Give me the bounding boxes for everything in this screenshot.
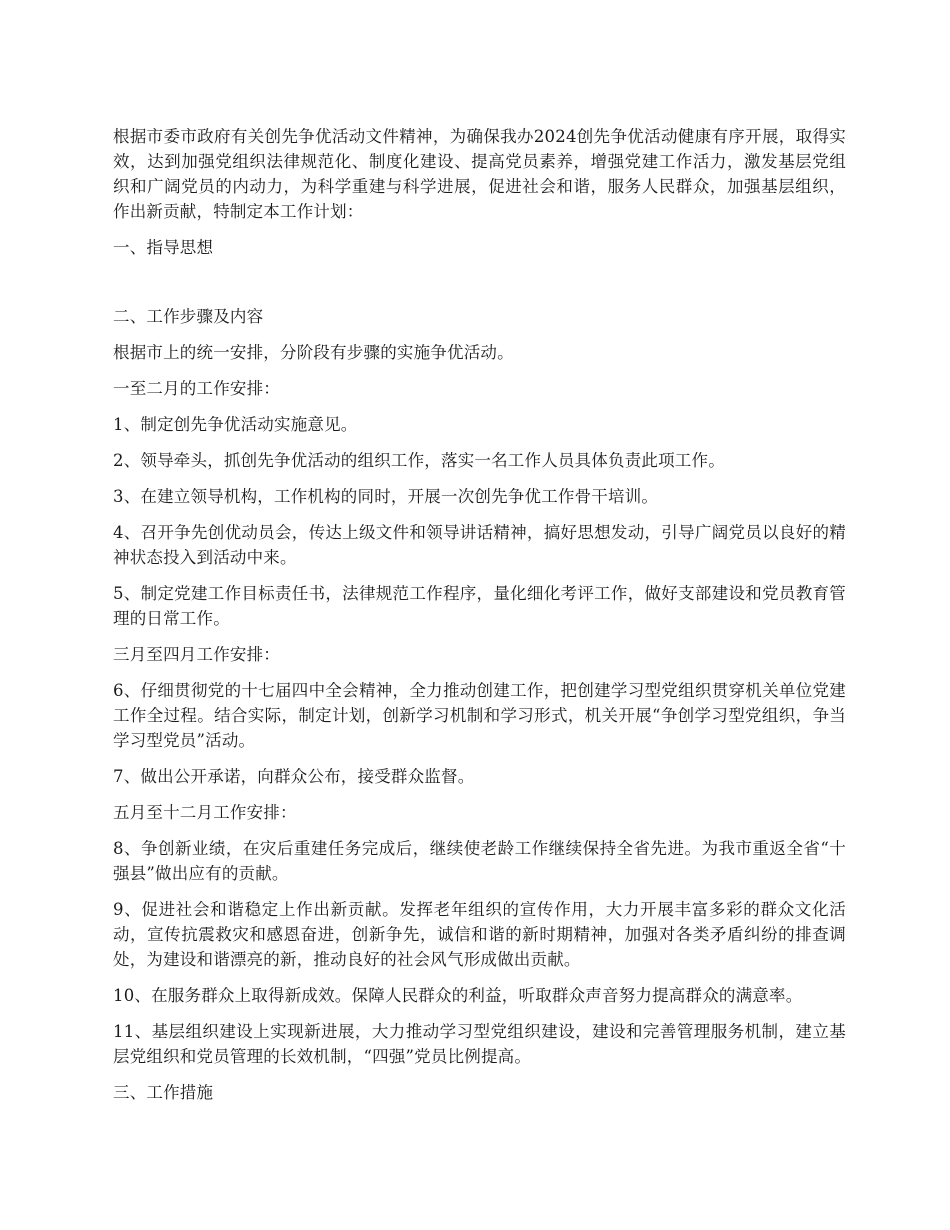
heading-work-steps: 二、工作步骤及内容 <box>113 307 264 326</box>
list-item-7: 7、做出公开承诺，向群众公布，接受群众监督。 <box>113 767 475 786</box>
document-body <box>113 124 846 1105</box>
subheading-jan-feb: 一至二月的工作安排： <box>113 379 280 398</box>
list-item-11: 11、基层组织建设上实现新进展，大力推动学习型党组织建设，建设和完善管理服务机制，建立基层党组织和党员管理的长效机制，“四强”党员比例提高。 <box>113 1022 846 1066</box>
list-item-4: 4、召开争先创优动员会，传达上级文件和领导讲话精神，搞好思想发动，引导广阔党员以良好的精神状态投入到活动中来。 <box>113 523 846 567</box>
list-item-1: 1、制定创先争优活动实施意见。 <box>113 415 358 434</box>
list-item-6: 6、仔细贯彻党的十七届四中全会精神，全力推动创建工作，把创建学习型党组织贯穿机关单位党建工作全过程。结合实际，制定计划，创新学习机制和学习形式，机关开展“争创学习型党组织，争当学习型党员”活动。 <box>113 681 846 750</box>
list-item-8: 8、争创新业绩，在灾后重建任务完成后，继续使老龄工作继续保持全省先进。为我市重返全省“十强县”做出应有的贡献。 <box>113 839 846 883</box>
list-item-3: 3、在建立领导机构，工作机构的同时，开展一次创先争优工作骨干培训。 <box>113 487 659 506</box>
intro-paragraph: 根据市委市政府有关创先争优活动文件精神，为确保我办2024创先争优活动健康有序开展，取得实效，达到加强党组织法律规范化、制度化建设、提高党员素养，增强党建工作活力，激发基层党组织和广阔党员的内动力，为科学重建与科学进展，促进社会和谐，服务人民群众，加强基层组织，作出新贡献，特制定本工作计划： <box>113 127 846 221</box>
subheading-mar-apr: 三月至四月工作安排： <box>113 645 280 664</box>
list-item-9: 9、促进社会和谐稳定上作出新贡献。发挥老年组织的宣传作用，大力开展丰富多彩的群众文化活动，宣传抗震救灾和感恩奋进，创新争先，诚信和谐的新时期精神，加强对各类矛盾纠纷的排查调处，为建设和谐漂亮的新，推动良好的社会风气形成做出贡献。 <box>113 900 846 969</box>
list-item-10: 10、在服务群众上取得新成效。保障人民群众的利益，听取群众声音努力提高群众的满意率。 <box>113 986 803 1005</box>
list-item-5: 5、制定党建工作目标责任书，法律规范工作程序，量化细化考评工作，做好支部建设和党员教育管理的日常工作。 <box>113 584 846 628</box>
list-item-2: 2、领导牵头，抓创先争优活动的组织工作，落实一名工作人员具体负责此项工作。 <box>113 451 725 470</box>
paragraph-arrangement: 根据市上的统一安排，分阶段有步骤的实施争优活动。 <box>113 343 514 362</box>
subheading-may-dec: 五月至十二月工作安排： <box>113 803 297 822</box>
heading-work-measures: 三、工作措施 <box>113 1083 214 1102</box>
heading-guiding-thought: 一、指导思想 <box>113 238 214 257</box>
